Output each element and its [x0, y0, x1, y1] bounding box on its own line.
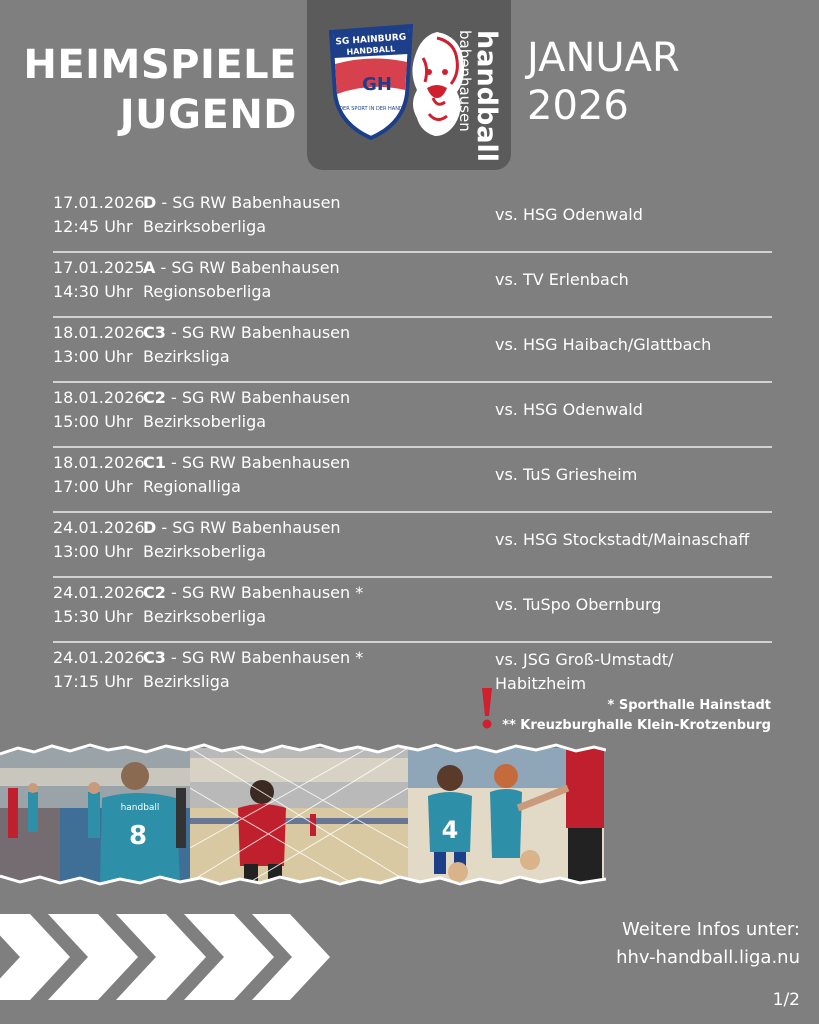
match-league: Bezirksliga: [143, 347, 230, 366]
venue-notes: [502, 696, 771, 736]
match-club: - SG RW Babenhausen *: [165, 648, 364, 667]
match-opponent: vs. HSG Haibach/Glattbach: [495, 335, 712, 354]
photo-goal-net: [190, 748, 408, 882]
match-time: 13:00 Uhr: [53, 347, 133, 366]
more-info-label: Weitere Infos unter:: [621, 919, 800, 940]
match-club: - SG RW Babenhausen *: [165, 583, 364, 602]
match-club: - SG RW Babenhausen: [165, 388, 351, 407]
match-club: - SG RW Babenhausen: [165, 453, 351, 472]
title-year: 2026: [527, 83, 629, 129]
page-number: 1/2: [772, 990, 800, 1010]
venue-note-2: ** Kreuzburghalle Klein-Krotzenburg: [502, 718, 771, 733]
match-league: Bezirksoberliga: [143, 607, 267, 626]
exclamation-icon: [480, 686, 494, 730]
match-opponent-line-1: vs. JSG Groß-Umstadt/: [495, 650, 674, 669]
title-heimspiele-jugend: [23, 40, 297, 140]
match-team: C2: [143, 583, 166, 602]
torn-paper-bottom-edge: [0, 870, 606, 888]
match-team: C3: [143, 323, 166, 342]
badge-initials: GH: [362, 74, 392, 95]
jersey-number-kid: 4: [441, 816, 459, 844]
match-team: D: [143, 518, 157, 537]
match-opponent: vs. HSG Odenwald: [495, 400, 643, 419]
match-club: - SG RW Babenhausen: [156, 518, 341, 537]
badge-motto: DER SPORT IN DER HAND: [339, 106, 403, 112]
match-time: 15:30 Uhr: [53, 607, 133, 626]
title-line-1: HEIMSPIELE: [23, 42, 297, 88]
badge-sub-text: HANDBALL: [346, 44, 396, 57]
match-row: [53, 253, 772, 318]
match-date: 18.01.2026: [53, 453, 145, 472]
jersey-text: handball: [120, 803, 160, 813]
wordmark-handball: handball: [471, 30, 502, 163]
match-team: A: [143, 258, 156, 277]
match-league: Bezirksoberliga: [143, 542, 267, 561]
sg-hainburg-badge-logo: [327, 24, 415, 140]
match-club: - SG RW Babenhausen: [156, 193, 341, 212]
title-line-2: JUGEND: [119, 92, 297, 138]
match-time: 12:45 Uhr: [53, 217, 133, 236]
match-date: 17.01.2025: [53, 258, 145, 277]
match-row: [53, 318, 772, 383]
match-league: Bezirksliga: [143, 672, 230, 691]
match-league: Bezirksoberliga: [143, 217, 267, 236]
match-opponent: vs. TuS Griesheim: [495, 465, 638, 484]
match-league: Regionsoberliga: [143, 282, 272, 301]
chevron-arrows-icon: [0, 914, 340, 1000]
photo-coach-kids: [408, 748, 604, 882]
badge-top-text: SG HAINBURG: [335, 32, 407, 48]
title-month: JANUAR: [527, 35, 680, 81]
more-info: [616, 916, 800, 972]
match-opponent: vs. HSG Stockstadt/Mainaschaff: [495, 530, 750, 549]
match-team: D: [143, 193, 157, 212]
match-date: 18.01.2026: [53, 388, 145, 407]
match-row: [53, 188, 772, 253]
match-row: [53, 513, 772, 578]
photo-players-court: [0, 748, 190, 882]
match-opponent: vs. TV Erlenbach: [495, 270, 629, 289]
match-row: [53, 578, 772, 643]
match-date: 24.01.2026: [53, 518, 145, 537]
more-info-url[interactable]: hhv-handball.liga.nu: [616, 947, 800, 968]
match-schedule: [53, 188, 772, 707]
match-league: Bezirksoberliga: [143, 412, 267, 431]
photo-strip: [0, 748, 606, 882]
logo-box: [307, 0, 511, 170]
match-league: Regionalliga: [143, 477, 241, 496]
wordmark-babenhausen: babenhausen: [456, 30, 474, 132]
match-opponent: vs. TuSpo Obernburg: [495, 595, 662, 614]
match-row: [53, 383, 772, 448]
match-time: 13:00 Uhr: [53, 542, 133, 561]
match-time: 15:00 Uhr: [53, 412, 133, 431]
match-club: - SG RW Babenhausen: [155, 258, 340, 277]
match-date: 18.01.2026: [53, 323, 145, 342]
match-opponent: vs. HSG Odenwald: [495, 205, 643, 224]
match-date: 24.01.2026: [53, 648, 145, 667]
match-date: 17.01.2026: [53, 193, 145, 212]
match-row: [53, 448, 772, 513]
match-team: C3: [143, 648, 166, 667]
match-team: C1: [143, 453, 166, 472]
venue-note-1: * Sporthalle Hainstadt: [607, 698, 771, 713]
match-opponent: [495, 648, 673, 696]
match-time: 14:30 Uhr: [53, 282, 133, 301]
match-date: 24.01.2026: [53, 583, 145, 602]
match-time: 17:00 Uhr: [53, 477, 133, 496]
jersey-number: 8: [128, 821, 148, 851]
match-team: C2: [143, 388, 166, 407]
handball-babenhausen-wordmark: [457, 30, 500, 170]
match-club: - SG RW Babenhausen: [165, 323, 351, 342]
title-month-year: [527, 34, 680, 130]
match-opponent-line-2: Habitzheim: [495, 674, 587, 693]
match-time: 17:15 Uhr: [53, 672, 133, 691]
torn-paper-top-edge: [0, 742, 606, 760]
